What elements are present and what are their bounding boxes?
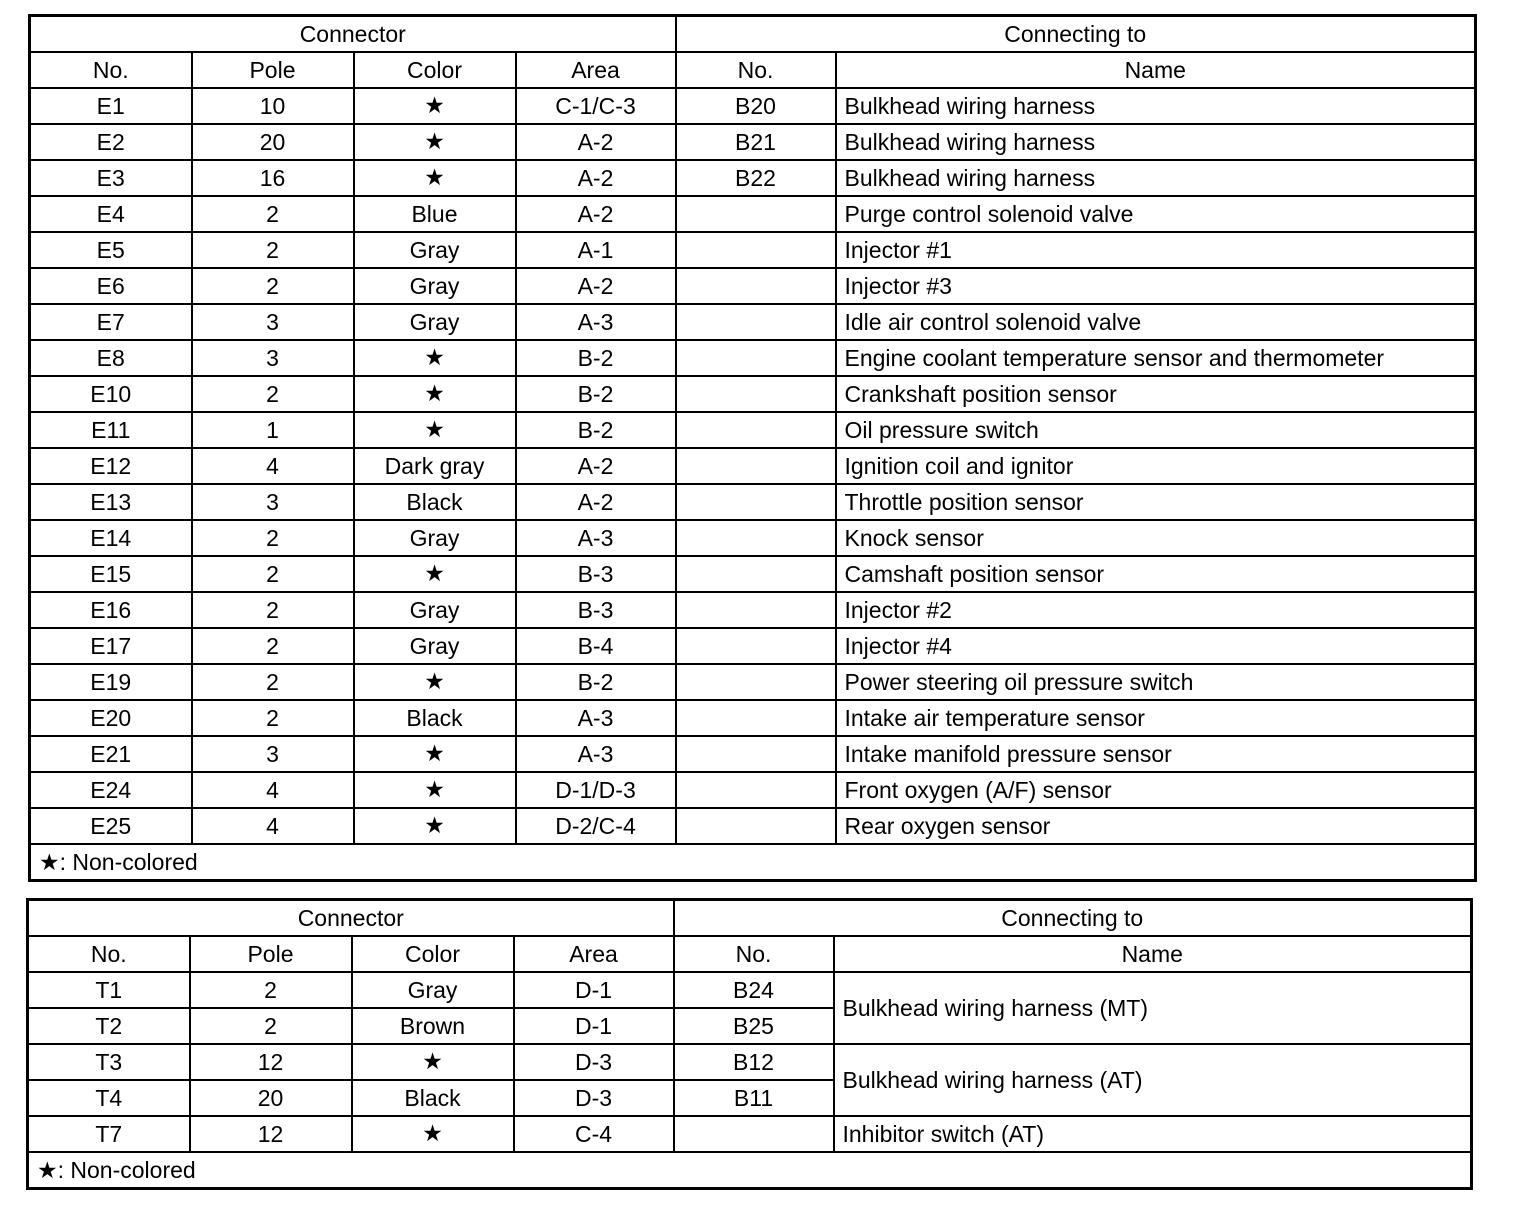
connecting-name: Knock sensor — [836, 520, 1476, 556]
connecting-name: Bulkhead wiring harness (AT) — [834, 1044, 1472, 1116]
table-row — [30, 124, 1476, 160]
area-code: B-4 — [516, 628, 676, 664]
connecting-no — [676, 232, 836, 268]
area-code: D-1 — [514, 972, 674, 1008]
area-code: D-2/C-4 — [516, 808, 676, 844]
table-row — [28, 1116, 1472, 1152]
area-code: C-1/C-3 — [516, 88, 676, 124]
connector-color: ★ — [354, 412, 516, 448]
connecting-name: Front oxygen (A/F) sensor — [836, 772, 1476, 808]
connector-color: Black — [354, 484, 516, 520]
connector-color: Black — [352, 1080, 514, 1116]
connecting-to-group-header: Connecting to — [676, 16, 1476, 53]
table-row — [30, 376, 1476, 412]
pole-count: 3 — [192, 484, 354, 520]
connector-no: E5 — [30, 232, 192, 268]
pole-count: 3 — [192, 340, 354, 376]
header-connecting-name: Name — [834, 936, 1472, 972]
connector-color: Blue — [354, 196, 516, 232]
pole-count: 12 — [190, 1116, 352, 1152]
connector-group-header: Connector — [28, 900, 674, 937]
pole-count: 3 — [192, 304, 354, 340]
connector-color: ★ — [354, 664, 516, 700]
table-row — [30, 520, 1476, 556]
area-code: A-2 — [516, 124, 676, 160]
connecting-no — [676, 628, 836, 664]
table-row — [30, 448, 1476, 484]
table-row — [30, 232, 1476, 268]
connector-color: Gray — [354, 592, 516, 628]
connector-color: Dark gray — [354, 448, 516, 484]
connecting-no — [676, 196, 836, 232]
connecting-name: Power steering oil pressure switch — [836, 664, 1476, 700]
pole-count: 4 — [192, 448, 354, 484]
connecting-no — [676, 412, 836, 448]
area-code: D-1/D-3 — [516, 772, 676, 808]
table-row — [30, 700, 1476, 736]
connecting-name: Ignition coil and ignitor — [836, 448, 1476, 484]
connecting-name: Crankshaft position sensor — [836, 376, 1476, 412]
connector-group-header: Connector — [30, 16, 676, 53]
table-row — [30, 340, 1476, 376]
pole-count: 4 — [192, 808, 354, 844]
area-code: B-2 — [516, 664, 676, 700]
pole-count: 12 — [190, 1044, 352, 1080]
pole-count: 2 — [192, 592, 354, 628]
area-code: A-3 — [516, 304, 676, 340]
pole-count: 2 — [192, 628, 354, 664]
pole-count: 2 — [192, 520, 354, 556]
table-row — [28, 972, 1472, 1008]
table-row — [30, 412, 1476, 448]
area-code: A-3 — [516, 736, 676, 772]
connector-no: E17 — [30, 628, 192, 664]
connector-no: E14 — [30, 520, 192, 556]
header-connecting-name: Name — [836, 52, 1476, 88]
connector-no: E24 — [30, 772, 192, 808]
connecting-no — [676, 556, 836, 592]
area-code: D-3 — [514, 1044, 674, 1080]
connecting-no — [676, 592, 836, 628]
connector-table-t — [26, 898, 1473, 1190]
connecting-no: B21 — [676, 124, 836, 160]
connector-color: ★ — [352, 1044, 514, 1080]
table-row — [30, 736, 1476, 772]
column-header-row — [28, 936, 1472, 972]
pole-count: 2 — [192, 232, 354, 268]
table-row — [30, 160, 1476, 196]
connector-no: E19 — [30, 664, 192, 700]
pole-count: 20 — [190, 1080, 352, 1116]
table-row — [30, 664, 1476, 700]
connecting-no: B25 — [674, 1008, 834, 1044]
connecting-no — [676, 772, 836, 808]
pole-count: 2 — [190, 1008, 352, 1044]
connector-color: ★ — [354, 772, 516, 808]
table-row — [30, 88, 1476, 124]
connector-color: Gray — [352, 972, 514, 1008]
connecting-name: Camshaft position sensor — [836, 556, 1476, 592]
connecting-name: Rear oxygen sensor — [836, 808, 1476, 844]
area-code: A-2 — [516, 160, 676, 196]
connector-color: Brown — [352, 1008, 514, 1044]
connector-color: ★ — [354, 160, 516, 196]
connecting-no: B22 — [676, 160, 836, 196]
table-row — [30, 196, 1476, 232]
note-row — [30, 844, 1476, 881]
connector-no: E12 — [30, 448, 192, 484]
group-header-row — [30, 16, 1476, 53]
connector-no: T4 — [28, 1080, 190, 1116]
area-code: A-2 — [516, 268, 676, 304]
connecting-name: Bulkhead wiring harness (MT) — [834, 972, 1472, 1044]
connecting-no — [676, 304, 836, 340]
connecting-name: Throttle position sensor — [836, 484, 1476, 520]
pole-count: 4 — [192, 772, 354, 808]
header-pole: Pole — [192, 52, 354, 88]
connector-color: Gray — [354, 304, 516, 340]
pole-count: 2 — [192, 268, 354, 304]
pole-count: 2 — [192, 556, 354, 592]
connecting-no — [676, 340, 836, 376]
header-connecting-no: No. — [674, 936, 834, 972]
connector-no: T3 — [28, 1044, 190, 1080]
pole-count: 16 — [192, 160, 354, 196]
connecting-no — [676, 700, 836, 736]
area-code: C-4 — [514, 1116, 674, 1152]
table-row — [30, 772, 1476, 808]
pole-count: 2 — [190, 972, 352, 1008]
area-code: B-3 — [516, 592, 676, 628]
connector-no: E1 — [30, 88, 192, 124]
connecting-name: Intake manifold pressure sensor — [836, 736, 1476, 772]
area-code: A-3 — [516, 520, 676, 556]
connecting-name: Injector #2 — [836, 592, 1476, 628]
connector-no: E11 — [30, 412, 192, 448]
connecting-name: Intake air temperature sensor — [836, 700, 1476, 736]
connecting-name: Bulkhead wiring harness — [836, 88, 1476, 124]
connecting-name: Idle air control solenoid valve — [836, 304, 1476, 340]
pole-count: 2 — [192, 664, 354, 700]
connecting-no — [676, 448, 836, 484]
connector-no: E21 — [30, 736, 192, 772]
connector-no: E16 — [30, 592, 192, 628]
connector-no: T1 — [28, 972, 190, 1008]
header-color: Color — [354, 52, 516, 88]
area-code: A-1 — [516, 232, 676, 268]
area-code: B-2 — [516, 340, 676, 376]
connecting-name: Inhibitor switch (AT) — [834, 1116, 1472, 1152]
connecting-name: Bulkhead wiring harness — [836, 160, 1476, 196]
group-header-row — [28, 900, 1472, 937]
area-code: B-2 — [516, 412, 676, 448]
connector-no: E3 — [30, 160, 192, 196]
connecting-no — [676, 376, 836, 412]
note-row — [28, 1152, 1472, 1189]
connector-color: ★ — [354, 736, 516, 772]
pole-count: 1 — [192, 412, 354, 448]
connecting-name: Injector #3 — [836, 268, 1476, 304]
connector-color: ★ — [354, 340, 516, 376]
connector-color: Gray — [354, 232, 516, 268]
connecting-no: B24 — [674, 972, 834, 1008]
non-colored-note: ★: Non-colored — [28, 1152, 1472, 1189]
connecting-no — [676, 808, 836, 844]
connector-color: Gray — [354, 268, 516, 304]
connecting-name: Injector #4 — [836, 628, 1476, 664]
connecting-to-group-header: Connecting to — [674, 900, 1472, 937]
connector-color: ★ — [352, 1116, 514, 1152]
connector-no: E7 — [30, 304, 192, 340]
area-code: A-2 — [516, 484, 676, 520]
area-code: A-2 — [516, 196, 676, 232]
connector-color: ★ — [354, 556, 516, 592]
connecting-no — [676, 664, 836, 700]
area-code: A-3 — [516, 700, 676, 736]
pole-count: 2 — [192, 196, 354, 232]
connector-no: E6 — [30, 268, 192, 304]
connector-no: T2 — [28, 1008, 190, 1044]
header-area: Area — [516, 52, 676, 88]
connector-color: Gray — [354, 520, 516, 556]
connector-no: E4 — [30, 196, 192, 232]
header-no: No. — [28, 936, 190, 972]
connector-color: Gray — [354, 628, 516, 664]
pole-count: 3 — [192, 736, 354, 772]
connector-no: E10 — [30, 376, 192, 412]
pole-count: 2 — [192, 376, 354, 412]
connector-color: ★ — [354, 808, 516, 844]
connecting-no: B12 — [674, 1044, 834, 1080]
connector-color: ★ — [354, 124, 516, 160]
connector-no: E2 — [30, 124, 192, 160]
non-colored-note: ★: Non-colored — [30, 844, 1476, 881]
area-code: B-2 — [516, 376, 676, 412]
pole-count: 20 — [192, 124, 354, 160]
table-row — [30, 304, 1476, 340]
pole-count: 10 — [192, 88, 354, 124]
area-code: B-3 — [516, 556, 676, 592]
connecting-name: Purge control solenoid valve — [836, 196, 1476, 232]
header-connecting-no: No. — [676, 52, 836, 88]
connector-table-e — [28, 14, 1477, 882]
area-code: D-3 — [514, 1080, 674, 1116]
connector-no: E25 — [30, 808, 192, 844]
table-row — [30, 484, 1476, 520]
connector-color: ★ — [354, 376, 516, 412]
area-code: A-2 — [516, 448, 676, 484]
connecting-no: B20 — [676, 88, 836, 124]
connecting-name: Injector #1 — [836, 232, 1476, 268]
connector-color: Black — [354, 700, 516, 736]
column-header-row — [30, 52, 1476, 88]
table-row — [30, 628, 1476, 664]
connecting-name: Bulkhead wiring harness — [836, 124, 1476, 160]
table-row — [30, 808, 1476, 844]
connecting-no — [676, 520, 836, 556]
connecting-no — [676, 268, 836, 304]
area-code: D-1 — [514, 1008, 674, 1044]
connecting-no — [676, 484, 836, 520]
connecting-no — [676, 736, 836, 772]
table-row — [30, 592, 1476, 628]
connecting-name: Oil pressure switch — [836, 412, 1476, 448]
pole-count: 2 — [192, 700, 354, 736]
header-pole: Pole — [190, 936, 352, 972]
header-area: Area — [514, 936, 674, 972]
connector-no: E15 — [30, 556, 192, 592]
header-no: No. — [30, 52, 192, 88]
connecting-no — [674, 1116, 834, 1152]
connector-color: ★ — [354, 88, 516, 124]
connector-no: E13 — [30, 484, 192, 520]
table-row — [28, 1044, 1472, 1080]
connecting-no: B11 — [674, 1080, 834, 1116]
table-row — [30, 268, 1476, 304]
connector-no: E8 — [30, 340, 192, 376]
header-color: Color — [352, 936, 514, 972]
connecting-name: Engine coolant temperature sensor and thermometer — [836, 340, 1476, 376]
connector-no: T7 — [28, 1116, 190, 1152]
table-row — [30, 556, 1476, 592]
connector-no: E20 — [30, 700, 192, 736]
